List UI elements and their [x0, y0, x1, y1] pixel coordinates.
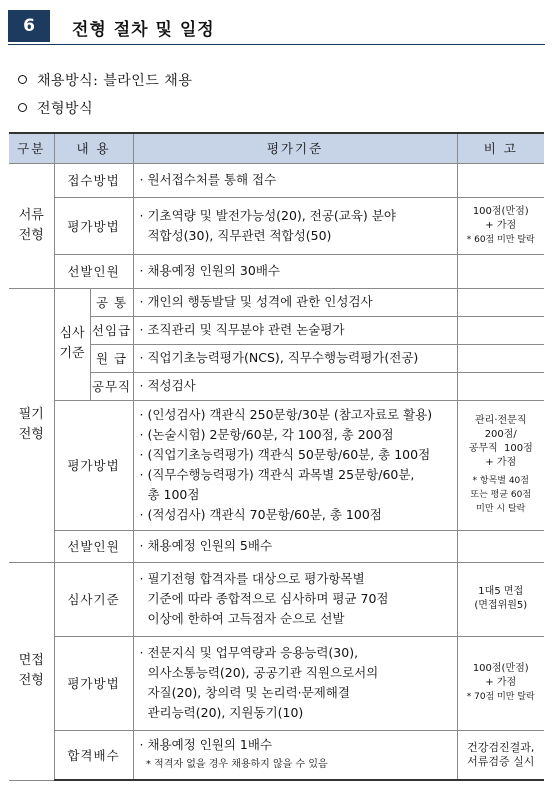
table-header-row: [9, 133, 544, 163]
row-remark: [457, 163, 544, 197]
table-row: [9, 400, 544, 530]
bullet-recruit-method: 채용방식: 블라인드 채용: [18, 70, 192, 90]
row-remark: 관리·전문직 200점/ 공무직 100점 + 가점 * 항목별 40점 또는 평균 60점 미만 시 탈락: [457, 400, 544, 530]
table-row: [9, 530, 544, 562]
row-remark: [457, 372, 544, 400]
table-row: [9, 730, 544, 780]
header-criteria: 평가기준: [133, 133, 457, 163]
table-row: [9, 372, 544, 400]
table-row: [9, 344, 544, 372]
row-remark: [457, 288, 544, 316]
row-remark: 건강검진결과, 서류검증 실시: [457, 730, 544, 780]
row-remark: [457, 254, 544, 288]
row-criteria: · 필기전형 합격자를 대상으로 평가항목별 기준에 따라 종합적으로 심사하며 평균 70점 이상에 한하여 고득점자 순으로 선발: [133, 562, 457, 636]
grade-label: 원 급: [90, 344, 133, 372]
table-row: [9, 636, 544, 730]
bullet-screening-method: 전형방식: [18, 98, 93, 118]
category-docs: 서류 전형: [9, 163, 54, 288]
row-remark: 100점(만점) + 가점 * 60점 미만 탈락: [457, 197, 544, 254]
row-label: 합격배수: [54, 730, 133, 780]
header-content: 내 용: [54, 133, 133, 163]
category-interview: 면접 전형: [9, 562, 54, 780]
circle-bullet-icon: [18, 103, 27, 112]
row-label: 평가방법: [54, 636, 133, 730]
header-remark: 비 고: [457, 133, 544, 163]
table-row: [9, 562, 544, 636]
section-divider: [8, 44, 545, 45]
grade-label: 선임급: [90, 316, 133, 344]
table-row: [9, 197, 544, 254]
row-criteria: · 기초역량 및 발전가능성(20), 전공(교육) 분야 적합성(30), 직무관련 적합성(50): [133, 197, 457, 254]
row-label: 접수방법: [54, 163, 133, 197]
section-number-badge: 6: [8, 10, 50, 42]
grade-criteria: · 직업기초능력평가(NCS), 직무수행능력평가(전공): [133, 344, 457, 372]
row-criteria: · 채용예정 인원의 30배수: [133, 254, 457, 288]
screening-table: [9, 132, 544, 781]
row-remark: [457, 530, 544, 562]
table-row: [9, 316, 544, 344]
row-criteria: · 전문지식 및 업무역량과 응용능력(30), 의사소통능력(20), 공공기관 직원으로서의 자질(20), 창의력 및 논리력·문제해결 관리능력(20), 지원동기(10): [133, 636, 457, 730]
table-row: [9, 288, 544, 316]
grade-label: 공 통: [90, 288, 133, 316]
grade-criteria: · 조직관리 및 직무분야 관련 논술평가: [133, 316, 457, 344]
row-remark: 100점(만점) + 가점 * 70점 미만 탈락: [457, 636, 544, 730]
row-label: 선발인원: [54, 530, 133, 562]
section-title: 전형 절차 및 일정: [72, 20, 215, 40]
row-remark: [457, 344, 544, 372]
category-written: 필기 전형: [9, 288, 54, 562]
grade-label: 공무직: [90, 372, 133, 400]
row-remark: 1대5 면접 (면접위원5): [457, 562, 544, 636]
row-label: 평가방법: [54, 400, 133, 530]
table-row: [9, 163, 544, 197]
grade-criteria: · 개인의 행동발달 및 성격에 관한 인성검사: [133, 288, 457, 316]
row-label: 평가방법: [54, 197, 133, 254]
row-label: 심사기준: [54, 562, 133, 636]
review-criteria-label: 심사 기준: [54, 288, 90, 400]
row-label: 선발인원: [54, 254, 133, 288]
row-criteria: · (인성검사) 객관식 250문항/30분 (참고자료로 활용) · (논술시험) 2문항/60분, 각 100점, 총 200점 · (직업기초능력평가) 객관식 50문항/60분, 총 100점 · (직무수행능력평가) 객관식 과목별 25문항/60분, 총 100점 · (적성검사) 객관식 70문항/60분, 총 100점: [133, 400, 457, 530]
table-row: [9, 254, 544, 288]
row-criteria: · 채용예정 인원의 5배수: [133, 530, 457, 562]
row-criteria: · 원서접수처를 통해 접수: [133, 163, 457, 197]
grade-criteria: · 적성검사: [133, 372, 457, 400]
header-category: 구분: [9, 133, 54, 163]
circle-bullet-icon: [18, 75, 27, 84]
section-header: [8, 8, 545, 44]
row-criteria: · 채용예정 인원의 1배수 * 적격자 없을 경우 채용하지 않을 수 있음: [133, 730, 457, 780]
row-remark: [457, 316, 544, 344]
